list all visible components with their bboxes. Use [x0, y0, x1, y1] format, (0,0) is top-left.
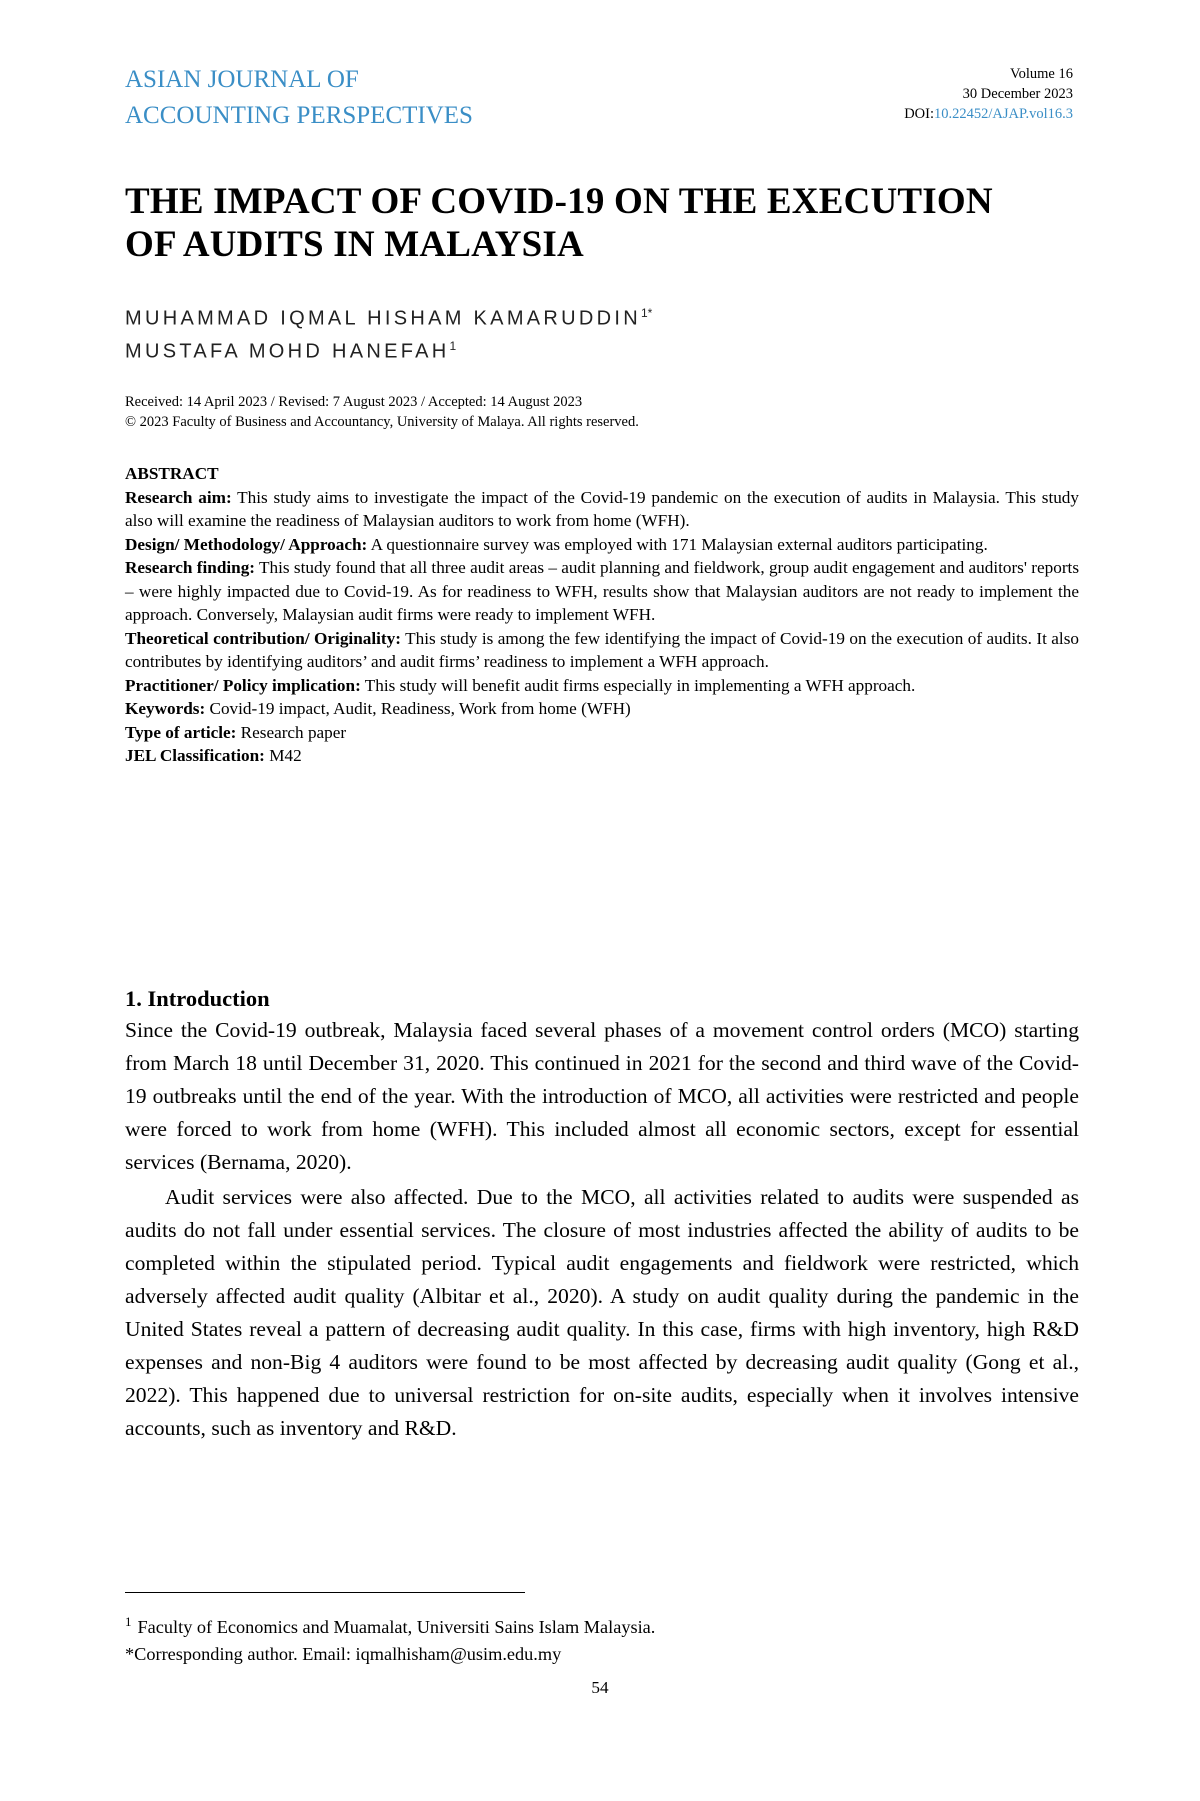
abstract-design	[125, 533, 1079, 557]
copyright-notice: © 2023 Faculty of Business and Accountancy, University of Malaya. All rights reserved.	[125, 414, 639, 430]
title-line-2: OF AUDITS IN MALAYSIA	[125, 224, 584, 265]
author-2-name: MUSTAFA MOHD HANEFAH	[125, 340, 450, 363]
author-2	[125, 333, 652, 366]
footnote-corresponding: *Corresponding author. Email: iqmalhisham@usim.edu.my	[125, 1644, 562, 1665]
doi-link[interactable]: 10.22452/AJAP.vol16.3	[934, 106, 1073, 122]
introduction-paragraph-2: Audit services were also affected. Due to the MCO, all activities related to audits were suspended as audits do not fall under essential services. The closure of most industries affected the ability of audits to be completed within the stipulated period. Typical audit engagements and fieldwork were restricted, which adversely affected audit quality (Albitar et al., 2020). A study on audit quality during the pandemic in the United States reveal a pattern of decreasing audit quality. In this case, firms with high inventory, high R&D expenses and non-Big 4 auditors were found to be most affected by decreasing audit quality (Gong et al., 2022). This happened due to universal restriction for on-site audits, especially when it involves intensive accounts, such as inventory and R&D.	[125, 1185, 1079, 1440]
issue-info	[904, 64, 1073, 124]
abstract-jel-label: JEL Classification:	[125, 746, 265, 765]
abstract-finding	[125, 556, 1079, 627]
abstract-type-label: Type of article:	[125, 722, 237, 742]
introduction-section	[125, 984, 1079, 1445]
author-1-name: MUHAMMAD IQMAL HISHAM KAMARUDDIN	[125, 307, 641, 330]
abstract-jel-text: M42	[264, 746, 302, 765]
abstract-theory-label: Theoretical contribution/ Originality:	[125, 628, 401, 648]
introduction-heading: 1. Introduction	[125, 986, 270, 1011]
abstract-heading: ABSTRACT	[125, 464, 219, 483]
abstract-practice	[125, 674, 1079, 698]
submission-dates	[125, 392, 639, 432]
abstract-practice-text: This study will benefit audit firms especially in implementing a WFH approach.	[360, 675, 916, 695]
journal-name-line2: ACCOUNTING PERSPECTIVES	[125, 102, 473, 129]
abstract-keywords	[125, 697, 1079, 721]
footnote-1-text: Faculty of Economics and Muamalat, Universiti Sains Islam Malaysia.	[137, 1617, 656, 1638]
abstract-practice-label: Practitioner/ Policy implication:	[125, 675, 361, 695]
footnote-1-mark: 1	[125, 1614, 132, 1629]
author-2-affiliation: 1	[449, 338, 457, 353]
doi	[904, 104, 1073, 124]
page-number: 54	[591, 1678, 609, 1697]
abstract-aim-text: This study aims to investigate the impact of the Covid-19 pandemic on the execution of audits in Malaysia. This study also will examine the readiness of Malaysian auditors to work from home (WFH).	[125, 487, 1079, 530]
abstract-theory-text: This study is among the few identifying the impact of Covid-19 on the execution of audits. It also contributes by identifying auditors’ and audit firms’ readiness to implement a WFH approach.	[125, 628, 1079, 671]
journal-name	[125, 62, 473, 134]
volume: Volume 16	[1010, 66, 1073, 82]
doi-label: DOI:	[904, 106, 935, 122]
footnote-divider	[125, 1592, 525, 1593]
article-title	[125, 180, 1085, 266]
history-dates: Received: 14 April 2023 / Revised: 7 August 2023 / Accepted: 14 August 2023	[125, 394, 583, 410]
abstract-finding-text: This study found that all three audit areas – audit planning and fieldwork, group audit engagement and auditors' reports – were highly impacted due to Covid-19. As for readiness to WFH, results show that Malaysian auditors are not ready to implement the approach. Conversely, Malaysian audit firms were ready to implement WFH.	[125, 558, 1080, 624]
title-line-1: THE IMPACT OF COVID-19 ON THE EXECUTION	[125, 181, 993, 222]
abstract-theory	[125, 627, 1079, 674]
author-list	[125, 300, 652, 365]
abstract	[125, 462, 1079, 768]
abstract-jel	[125, 744, 1079, 768]
issue-date: 30 December 2023	[962, 86, 1073, 102]
abstract-aim	[125, 486, 1079, 533]
abstract-type	[125, 721, 1079, 745]
author-1-affiliation: 1*	[641, 306, 653, 320]
abstract-type-text: Research paper	[236, 722, 347, 742]
journal-name-line1: ASIAN JOURNAL OF	[125, 66, 359, 93]
abstract-design-label: Design/ Methodology/ Approach:	[125, 534, 368, 554]
abstract-keywords-text: Covid-19 impact, Audit, Readiness, Work from home (WFH)	[205, 699, 631, 718]
author-1	[125, 300, 652, 333]
footnote-1	[125, 1608, 655, 1641]
abstract-design-text: A questionnaire survey was employed with 171 Malaysian external auditors participating.	[367, 534, 988, 554]
abstract-keywords-label: Keywords:	[125, 699, 206, 718]
abstract-finding-label: Research finding:	[125, 558, 256, 577]
abstract-aim-label: Research aim:	[125, 487, 232, 507]
introduction-paragraph-1: Since the Covid-19 outbreak, Malaysia faced several phases of a movement control orders (MCO) starting from March 18 until December 31, 2020. This continued in 2021 for the second and third wave of the Covid-19 outbreaks until the end of the year. With the introduction of MCO, all activities were restricted and people were forced to work from home (WFH). This included almost all economic sectors, except for essential services (Bernama, 2020).	[125, 1018, 1079, 1174]
footnotes	[125, 1608, 655, 1668]
